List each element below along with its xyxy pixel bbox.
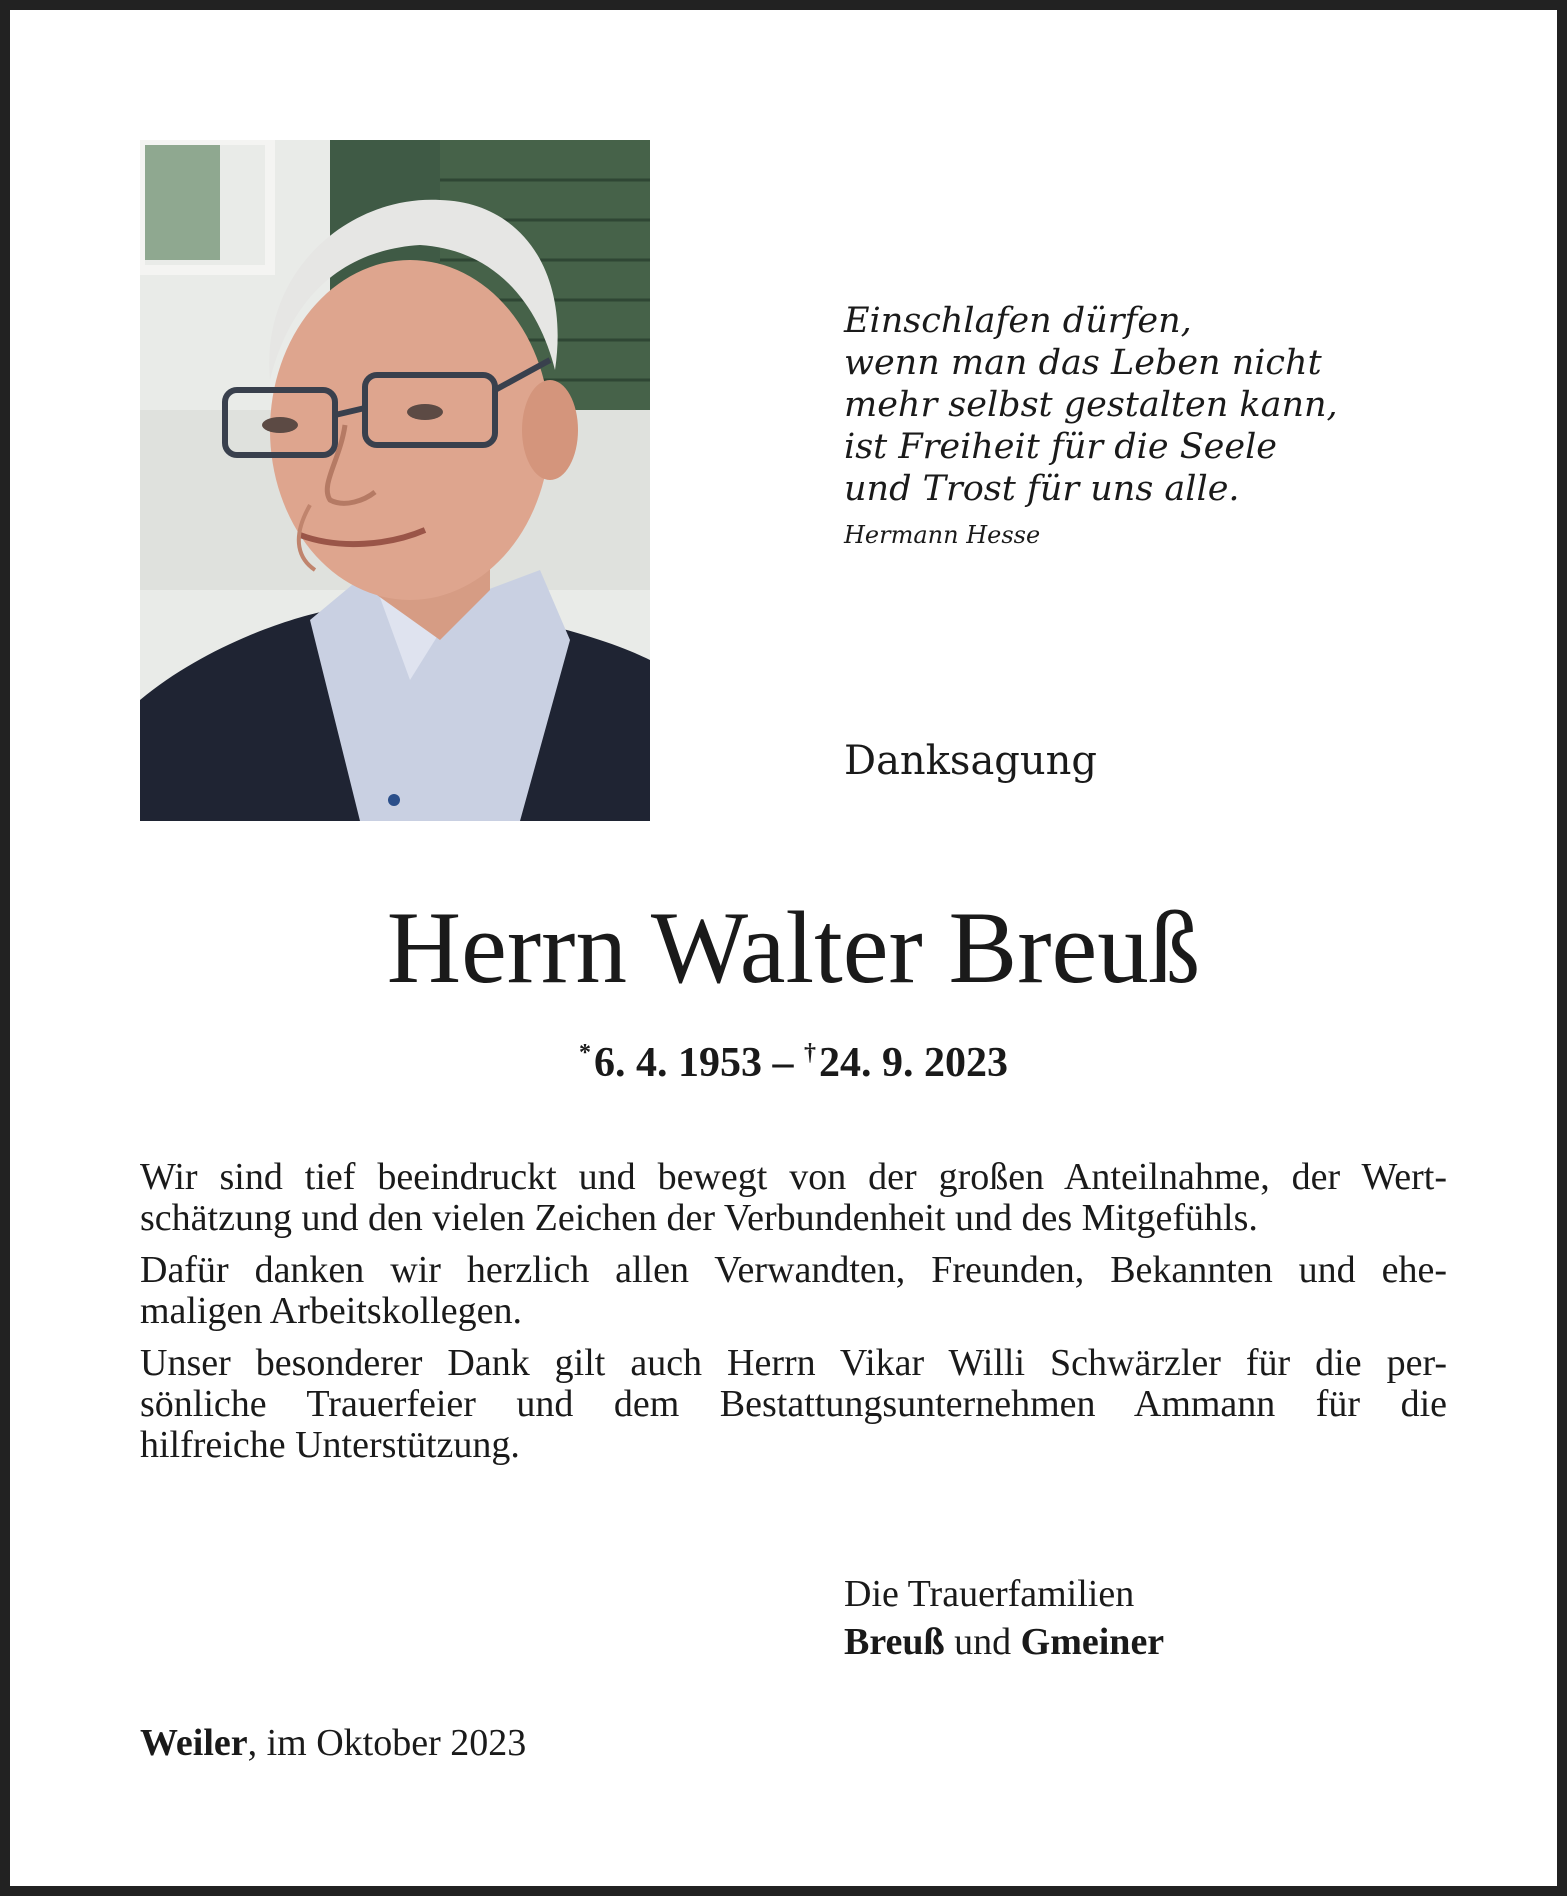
quote-line: mehr selbst gestalten kann, <box>844 385 1338 425</box>
text-line: sönliche Trauerfeier und dem Bestattungsunternehmen Ammann für die <box>140 1383 1447 1425</box>
death-symbol: † <box>804 1040 816 1066</box>
date-separator: – <box>772 1040 794 1086</box>
place-town: Weiler <box>140 1722 248 1764</box>
quote-line: und Trost für uns alle. <box>844 469 1240 509</box>
family-connector: und <box>944 1621 1021 1663</box>
family-name: Gmeiner <box>1020 1621 1165 1663</box>
signoff-line: Die Trauerfamilien <box>844 1573 1135 1615</box>
family-names <box>844 1618 1164 1666</box>
text-line: Unser besonderer Dank gilt auch Herrn Vikar Willi Schwärzler für die per- <box>140 1342 1447 1384</box>
place-date <box>140 1719 526 1767</box>
place-rest: , im Oktober 2023 <box>247 1722 527 1764</box>
paragraph <box>140 1157 1447 1239</box>
family-name: Breuß <box>844 1621 945 1663</box>
signoff <box>844 1570 1164 1666</box>
portrait-photo <box>140 140 650 821</box>
birth-symbol: * <box>579 1040 591 1066</box>
paragraph <box>140 1343 1447 1466</box>
quote-block <box>844 300 1364 550</box>
paragraph <box>140 1250 1447 1332</box>
text-line: schätzung und den vielen Zeichen der Verbundenheit und des Mitgefühls. <box>140 1197 1258 1239</box>
death-date: 24. 9. 2023 <box>819 1040 1008 1086</box>
life-dates <box>10 1028 1567 1088</box>
quote-author: Hermann Hesse <box>844 521 1041 549</box>
birth-date: 6. 4. 1953 <box>594 1040 762 1086</box>
quote-line: Einschlafen dürfen, <box>844 301 1192 341</box>
notice-heading: Danksagung <box>844 738 1098 784</box>
quote-line: ist Freiheit für die Seele <box>844 427 1278 467</box>
deceased-name: Herrn Walter Breuß <box>386 891 1201 1005</box>
text-line: maligen Arbeitskollegen. <box>140 1290 523 1332</box>
thank-you-text <box>140 1157 1447 1477</box>
quote-line: wenn man das Leben nicht <box>844 343 1322 383</box>
text-line: Dafür danken wir herzlich allen Verwandten, Freunden, Bekannten und ehe- <box>140 1249 1447 1291</box>
text-line: Wir sind tief beeindruckt und bewegt von der großen Anteilnahme, der Wert- <box>140 1156 1447 1198</box>
text-line: hilfreiche Unterstützung. <box>140 1424 520 1466</box>
